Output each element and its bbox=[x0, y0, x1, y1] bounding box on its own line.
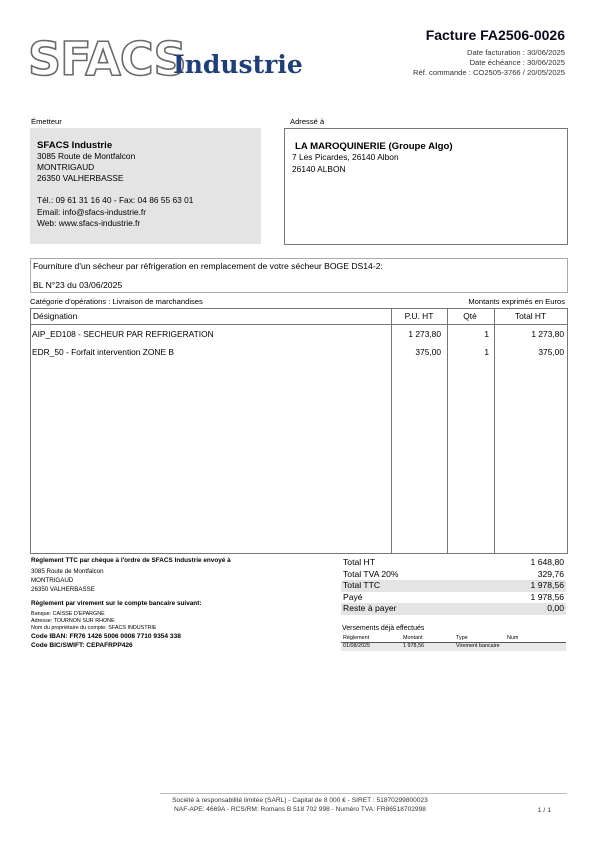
emitter-name: SFACS Industrie bbox=[37, 140, 113, 151]
bank-address: Adresse: TOURNON SUR RHONE bbox=[31, 618, 115, 624]
row-total: 1 273,80 bbox=[531, 329, 564, 339]
bank-name: Banque: CAISSE D'EPARGNE bbox=[31, 611, 105, 617]
recipient-address-line: 26140 ALBON bbox=[292, 164, 346, 174]
row-designation: EDR_50 - Forfait intervention ZONE B bbox=[32, 347, 174, 357]
total-label: Total TVA 20% bbox=[343, 568, 399, 579]
order-reference: Réf. commande : CO2505-3766 / 20/05/2025 bbox=[413, 68, 565, 77]
due-date: Date échéance : 30/06/2025 bbox=[469, 58, 565, 67]
logo-brand-text: SFACS bbox=[28, 32, 186, 86]
total-tva-row bbox=[341, 569, 566, 581]
header-divider bbox=[31, 324, 567, 325]
account-holder: Nom du propriétaire du compte: SFACS INDUSTRIE bbox=[31, 625, 157, 631]
total-ttc-row bbox=[341, 580, 566, 592]
payments-header-type: Type bbox=[456, 635, 468, 641]
payment-type: Virement bancaire bbox=[456, 643, 500, 649]
payments-header-num: Num bbox=[507, 635, 519, 641]
recipient-panel bbox=[284, 128, 568, 245]
total-label: Total HT bbox=[343, 557, 375, 567]
emitter-panel bbox=[30, 128, 261, 244]
row-designation: AIP_ED108 - SECHEUR PAR REFRIGERATION bbox=[32, 329, 214, 339]
cheque-address-line: 3085 Route de Montfalcon bbox=[31, 568, 104, 575]
row-quantity: 1 bbox=[484, 329, 489, 339]
subject-description: Fourniture d'un sécheur par réfrigeration en remplacement de votre sécheur BOGE DS14-2: bbox=[33, 261, 383, 271]
payments-header-amount: Montant bbox=[403, 635, 423, 641]
payments-header-regl: Règlement bbox=[343, 635, 370, 641]
recipient-name: LA MAROQUINERIE (Groupe Algo) bbox=[295, 141, 453, 152]
emitter-email: Email: info@sfacs-industrie.fr bbox=[37, 207, 147, 217]
total-label: Reste à payer bbox=[343, 603, 397, 613]
bic-code: Code BIC/SWIFT: CEPAFRPP426 bbox=[31, 642, 133, 649]
transfer-title: Règlement par virement sur le compte bancaire suivant: bbox=[31, 600, 202, 607]
row-quantity: 1 bbox=[484, 347, 489, 357]
header-unit-price: P.U. HT bbox=[404, 311, 434, 321]
emitter-label: Émetteur bbox=[31, 117, 62, 126]
page-number: 1 / 1 bbox=[537, 807, 551, 814]
footer-legal-line-1: Société à responsabilité limitée (SARL) - Capital de 8 000 € - SIRET : 51870299800023 bbox=[172, 797, 428, 804]
invoice-title: Facture FA2506-0026 bbox=[425, 27, 565, 43]
company-logo bbox=[28, 30, 303, 90]
recipient-label: Adressé à bbox=[290, 117, 325, 126]
footer-legal-line-2: NAF-APE: 4669A - RCS/RM: Romans B 518 702 998 - Numéro TVA: FR86518702998 bbox=[174, 806, 426, 813]
row-unit-price: 1 273,80 bbox=[408, 329, 441, 339]
remaining-row bbox=[341, 603, 566, 615]
row-total: 375,00 bbox=[538, 347, 564, 357]
header-designation: Désignation bbox=[33, 311, 78, 321]
emitter-website: Web: www.sfacs-industrie.fr bbox=[37, 218, 141, 228]
payment-amount: 1 978,56 bbox=[403, 643, 424, 649]
currency-note: Montants exprimés en Euros bbox=[468, 297, 565, 306]
header-quantity: Qté bbox=[463, 311, 477, 321]
total-value: 1 978,56 bbox=[530, 591, 564, 602]
logo-suffix-text: Industrie bbox=[173, 50, 303, 79]
payments-header bbox=[341, 635, 566, 643]
emitter-phone-fax: Tél.: 09 61 31 16 40 - Fax: 04 86 55 63 01 bbox=[37, 195, 194, 205]
total-value: 329,76 bbox=[537, 568, 564, 579]
row-unit-price: 375,00 bbox=[415, 347, 441, 357]
invoice-date: Date facturation : 30/06/2025 bbox=[467, 48, 565, 57]
total-value: 1 978,56 bbox=[530, 580, 564, 590]
total-label: Total TTC bbox=[343, 580, 381, 590]
cheque-title: Règlement TTC par chèque à l'ordre de SFACS Industrie envoyé à bbox=[31, 557, 231, 564]
cheque-address-line: MONTRIGAUD bbox=[31, 577, 74, 584]
total-label: Payé bbox=[343, 591, 363, 602]
emitter-address-line: MONTRIGAUD bbox=[37, 162, 95, 172]
total-value: 0,00 bbox=[547, 603, 564, 613]
recipient-address-line: 7 Les Picardes, 26140 Albon bbox=[292, 152, 399, 162]
delivery-note: BL N°23 du 03/06/2025 bbox=[33, 280, 123, 290]
total-ht-row bbox=[341, 557, 566, 569]
emitter-address-line: 26350 VALHERBASSE bbox=[37, 173, 124, 183]
line-items-table bbox=[30, 308, 568, 554]
total-value: 1 648,80 bbox=[530, 557, 564, 567]
paid-row bbox=[341, 592, 566, 604]
payments-title: Versements déjà effectués bbox=[342, 625, 425, 632]
header-total: Total HT bbox=[514, 311, 547, 321]
operation-category: Catégorie d'opérations : Livraison de marchandises bbox=[30, 297, 203, 306]
payment-row bbox=[341, 643, 566, 651]
cheque-address-line: 26350 VALHERBASSE bbox=[31, 586, 95, 593]
emitter-address-line: 3085 Route de Montfalcon bbox=[37, 151, 136, 161]
payment-date: 01/08/2025 bbox=[343, 643, 370, 649]
footer-divider bbox=[160, 793, 567, 794]
invoice-subject-box bbox=[30, 258, 568, 293]
iban-code: Code IBAN: FR76 1426 5006 0008 7710 9354 338 bbox=[31, 633, 181, 640]
